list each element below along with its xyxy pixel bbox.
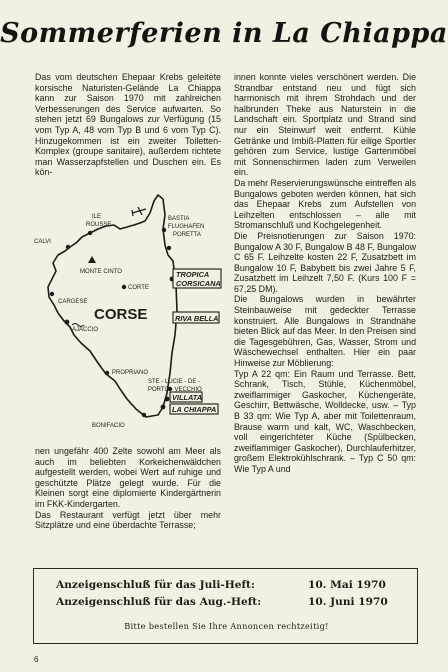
- map-label-calvi: CALVI: [34, 239, 51, 245]
- left-column-top: [35, 72, 221, 178]
- map-label-ajaccio: AJACCIO: [72, 327, 99, 333]
- advertising-deadline-box: [33, 568, 418, 644]
- map-label-bastia: BASTIA: [168, 216, 190, 222]
- paragraph: Das Restaurant verfügt jetzt über mehr Sitzplätze und eine überdachte Terrasse;: [35, 509, 221, 531]
- map-label-bonifacio: BONIFACIO: [92, 423, 125, 429]
- dot-la-chiappa: [161, 405, 166, 410]
- paragraph: Da mehr Reservierungswünsche eintreffen als Bungalows geboten werden können, hat sich das Ehepaar Krebs zum Aufstellen von Leihzelten entschlossen – alle mit Stromanschluß und Kochgelegenheit.: [234, 177, 416, 231]
- dot-cargese: [50, 292, 54, 296]
- map-label-riva-bella: RIVA BELLA: [175, 314, 219, 323]
- dot-poretta: [167, 246, 171, 250]
- map-label-porto-vecchio: PORTO - VECCHIO: [148, 387, 202, 393]
- ad-deadline-label: Anzeigenschluß für das Juli-Heft:: [56, 579, 255, 591]
- dot-calvi: [66, 245, 70, 249]
- paragraph: Typ A 22 qm: Ein Raum und Terrasse. Bett, Schrank, Tisch, Stühle, Küchenmöbel, zweiflammiger Gaskocher, Küchengeräte, Geschirr, Bettwäsche, Wolldecke, usw. – Typ B 33 qm: Wie Typ A, aber mit Toilettenraum, Brause warm und kalt, WC, Waschbecken, voll eingerichteter Küche (Spülbecken, zweiflammiger Gaskocher), Durchlauferhitzer, großem Elektrokühlschrank. – Typ C 50 qm: Wie Typ A und: [234, 368, 416, 474]
- right-column: [234, 72, 416, 475]
- ad-deadline-date: 10. Mai 1970: [308, 579, 386, 591]
- map-label-cargese: CARGESE: [58, 299, 88, 305]
- map-label-poretta: PORETTA: [173, 232, 201, 238]
- map-label-villata: VILLATA: [172, 393, 203, 402]
- mountain-icon: [88, 256, 96, 263]
- left-column-bottom: [35, 446, 221, 531]
- dot-corte: [122, 285, 126, 289]
- dot-villata: [165, 397, 170, 402]
- ad-deadline-label: Anzeigenschluß für das Aug.-Heft:: [56, 596, 262, 608]
- ad-deadline-date: 10. Juni 1970: [308, 596, 388, 608]
- map-label-flughafen: FLUGHAFEN: [168, 224, 205, 230]
- dot-ajaccio: [65, 320, 70, 325]
- map-label-rousse: ROUSSE: [86, 222, 112, 228]
- paragraph: Die Bungalows wurden in bewährter Steinbauweise mit gedeckter Terrasse konstruiert. Alle Bungalows in Strandnähe bieten Blick auf das Meer. In den Preisen sind die Tagesgebühren, Gas, Wasser, Strom und Wäschewechsel enthalten. Hier ein paar Hinweise zur Möblierung:: [234, 294, 416, 369]
- paragraph: nen ungefähr 400 Zelte sowohl am Meer als auch im beliebten Korkeichenwäldchen aufgestellt werden, wobei Wert auf ruhige und geschützte Plätze gelegt wurde. Für die Kleinen sorgt eine diplomierte Kindergärtnerin im FKK-Kindergarten.: [35, 446, 221, 509]
- page-number: 6: [34, 655, 39, 664]
- airplane-icon: [132, 207, 146, 216]
- map-label-corsicana: CORSICANA: [176, 279, 221, 288]
- dot-propriano: [105, 371, 109, 375]
- map-label-tropica: TROPICA: [176, 270, 210, 279]
- paragraph: Die Preisnotierungen zur Saison 1970: Bungalow A 30 F, Bungalow B 48 F, Bungalow C 65 F. Leihzelte kosten 22 F, Zusatzbett im Bungalow 10 F, Babybett bis zwei Jahre 5 F, Zusatzbett im Leihzelt 7,50 F. (Kurs 100 F = 67,25 DM).: [234, 230, 416, 294]
- map-label-monte-cinto: MONTE CINTO: [80, 269, 122, 275]
- corsica-map: [32, 193, 222, 440]
- map-label-la-chiappa: LA CHIAPPA: [172, 405, 217, 414]
- map-label-propriano: PROPRIANO: [112, 370, 149, 376]
- map-label-ste-lucie: STE - LUCIE - DE -: [148, 379, 201, 385]
- paragraph: Das vom deutschen Ehepaar Krebs geleitete korsische Naturisten-Gelände La Chiappa kann zur Saison 1970 mit zahlreichen Verbesserungen des Service aufwarten. So stehen jetzt 69 Bungalows zur Verfügung (15 vom Typ A, 48 vom Typ B und 6 vom Typ C). Hinzugekommen ist ein zweiter Toiletten-Komplex (groupe sanitaire), außerdem richtete man Wasserzapfstellen und Duschen ein. Es kön-: [35, 72, 221, 178]
- article-title: Sommerferien in La Chiappa: [0, 18, 448, 49]
- map-label-corte: CORTE: [128, 285, 149, 291]
- ad-note: Bitte bestellen Sie Ihre Annoncen rechtzeitig!: [124, 621, 329, 631]
- map-label-corse: CORSE: [94, 306, 148, 323]
- dot-ile-rousse: [88, 231, 92, 235]
- dot-bonifacio: [142, 413, 146, 417]
- dot-bastia: [162, 228, 166, 232]
- paragraph: innen konnte vieles verschönert werden. Die Strandbar entstand neu und fügt sich harmonisch mit ihrem Strohdach und der halbrunden Theke aus Naturstein in die Landschaft ein. Sportplatz und Strand sind nur ein Steinwurf weit entfernt. Kühle Getränke und Imbiß-Platten für eilige Sportler gehören zum Service, lustige Gartenmöbel mit Sonnenschirmen laden zum Verweilen ein.: [234, 72, 416, 178]
- map-label-ile: ILE: [92, 214, 102, 220]
